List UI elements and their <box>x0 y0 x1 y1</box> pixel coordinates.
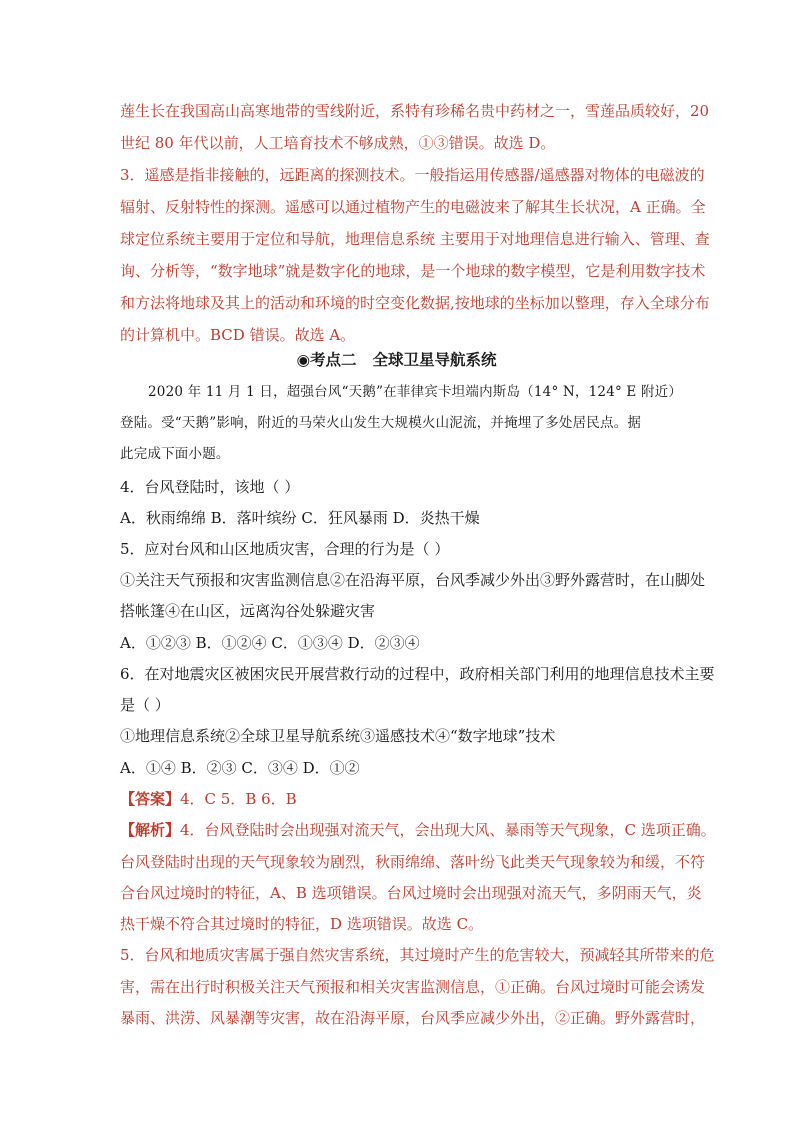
passage-line: 登陆。受“天鹅”影响，附近的马荣火山发生大规模火山泥流，并掩埋了多处居民点。据 <box>120 415 642 431</box>
analysis-line: 台风登陆时出现的天气现象较为剧烈，秋雨绵绵、落叶纷飞此类天气现象较为和缓，不符 <box>120 853 706 871</box>
analysis-tag: 【解析】 <box>120 821 181 839</box>
question-5-items: 搭帐篷④在山区，远离沟谷处躲避灾害 <box>120 602 376 620</box>
passage-line: 2020 年 11 月 1 日，超强台风“天鹅”在菲律宾卡坦端内斯岛（14° N，124° E 附近） <box>148 384 683 400</box>
text-line: 世纪 80 年代以前，人工培育技术不够成熟，①③错误。故选 D。 <box>120 134 556 152</box>
question-6-options: A．①④ B．②③ C．③④ D．①② <box>120 759 360 777</box>
heading-marker: ◉考点二 <box>296 350 357 369</box>
question-5: 5．应对台风和山区地质灾害，合理的行为是（ ） <box>120 540 450 558</box>
answer-line <box>120 792 680 807</box>
analysis-line <box>120 821 716 839</box>
analysis-line: 合台风过境时的特征，A、B 选项错误。台风过境时会出现强对流天气，多阴雨天气，炎 <box>120 884 702 902</box>
text-line: 询、分析等，“数字地球”就是数字化的地球，是一个地球的数字模型，它是利用数字技术 <box>120 262 706 280</box>
question-6-items: ①地理信息系统②全球卫星导航系统③遥感技术④“数字地球”技术 <box>120 727 556 745</box>
heading-title: 全球卫星导航系统 <box>372 350 497 369</box>
section-heading <box>0 348 793 370</box>
analysis-line: 害，需在出行时积极关注天气预报和相关灾害监测信息，①正确。台风过境时可能会诱发 <box>120 978 706 996</box>
analysis-line: 热干燥不符合其过境时的特征，D 选项错误。故选 C。 <box>120 915 484 933</box>
text-line: 球定位系统主要用于定位和导航，地理信息系统 主要用于对地理信息进行输入、管理、查 <box>120 230 710 248</box>
question-4: 4．台风登陆时，该地（ ） <box>120 478 300 496</box>
analysis-line: 5．台风和地质灾害属于强自然灾害系统，其过境时产生的危害较大，预减轻其所带来的危 <box>120 946 715 964</box>
question-4-options: A．秋雨绵绵 B．落叶缤纷 C．狂风暴雨 D．炎热干燥 <box>120 509 480 527</box>
text-line: 辐射、反射特性的探测。遥感可以通过植物产生的电磁波来了解其生长状况，A 正确。全 <box>120 198 706 216</box>
question-6: 是（ ） <box>120 696 170 714</box>
answer-tag: 【答案】 <box>120 790 181 808</box>
text-span: 莲生长在我国高山高寒地带的雪线附近，系特有珍稀名贵中药材之一，雪莲品质较好， <box>120 102 691 120</box>
text-line: 3．遥感是指非接触的，远距离的探测技术。一般指运用传感器/遥感器对物体的电磁波的 <box>120 166 705 184</box>
text-line: 的计算机中。BCD 错误。故选 A。 <box>120 326 356 344</box>
text-line <box>120 102 710 120</box>
text-span: 20 <box>690 102 710 120</box>
question-6: 6．在对地震灾区被困灾民开展营救行动的过程中，政府相关部门利用的地理信息技术主要 <box>120 665 715 683</box>
analysis-text: 4．台风登陆时会出现强对流天气，会出现大风、暴雨等天气现象，C 选项正确。 <box>180 821 716 839</box>
question-5-options: A．①②③ B．①②④ C．①③④ D．②③④ <box>120 634 420 652</box>
passage-line: 此完成下面小题。 <box>120 446 230 462</box>
analysis-line: 暴雨、洪涝、风暴潮等灾害，故在沿海平原，台风季应减少外出，②正确。野外露营时， <box>120 1009 706 1027</box>
text-line: 和方法将地球及其上的活动和环境的时空变化数据,按地球的坐标加以整理，存入全球分布 <box>120 294 710 312</box>
answer-text: 4．C 5．B 6．B <box>180 790 297 808</box>
question-5-items: ①关注天气预报和灾害监测信息②在沿海平原，台风季减少外出③野外露营时，在山脚处 <box>120 571 706 589</box>
